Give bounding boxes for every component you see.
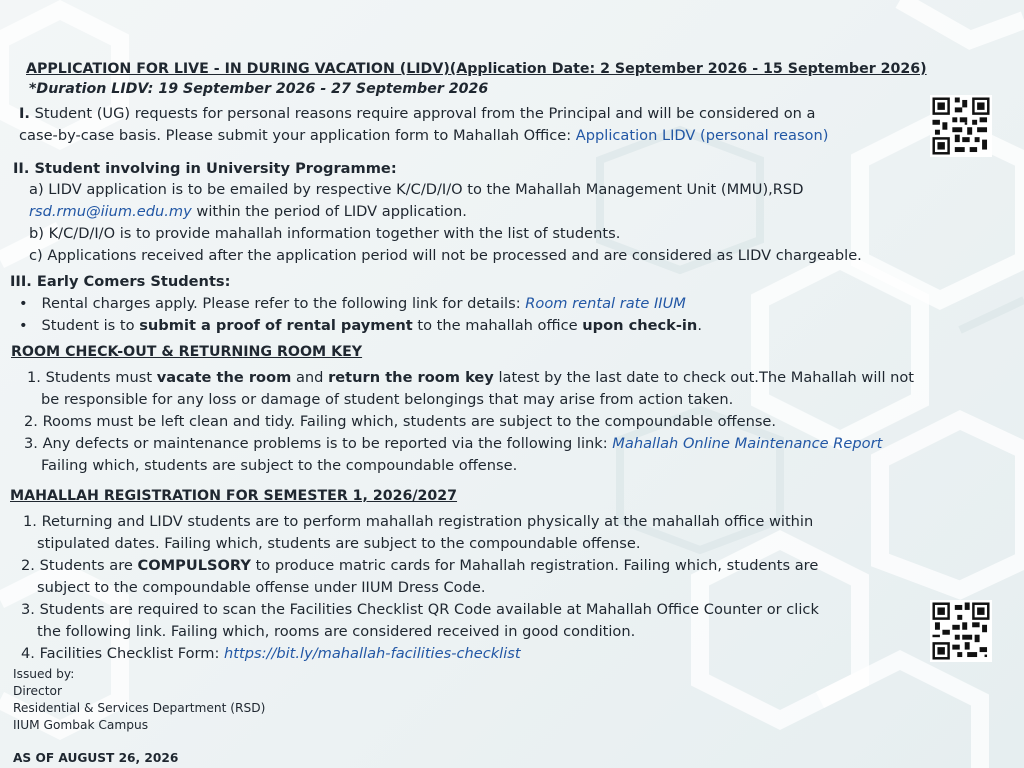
section-3-bullet-1-text: Rental charges apply. Please refer to the following link for details:: [41, 295, 521, 312]
registration-item-4-number: 4.: [21, 645, 35, 662]
section-1-text: Student (UG) requests for personal reasons require approval from the Principal and will be considered on a: [34, 105, 816, 122]
registration-item-4-text: Facilities Checklist Form:: [39, 645, 220, 662]
checkout-item-1-line-2: be responsible for any loss or damage of student belongings that may arise from action taken.: [41, 391, 734, 408]
issued-by-label: Issued by:: [13, 667, 75, 681]
issuer-department: Residential & Services Department (RSD): [13, 701, 266, 715]
section-3-heading: III. Early Comers Students:: [10, 273, 231, 290]
registration-item-2-line-2: subject to the compoundable offense under IIUM Dress Code.: [37, 579, 486, 596]
section-1-number: I.: [19, 105, 30, 122]
as-of-date: AS OF AUGUST 26, 2026: [13, 751, 179, 765]
section-3-bullet-2-emphasis: submit a proof of rental payment: [139, 317, 413, 334]
checkout-item-2-text: Rooms must be left clean and tidy. Failing which, students are subject to the compoundable offense.: [42, 413, 777, 430]
registration-item-4: [21, 645, 521, 663]
section-3-bullet-2: [19, 317, 702, 335]
section-3-title: Early Comers Students:: [36, 273, 231, 290]
registration-item-1-text: Returning and LIDV students are to perform mahallah registration physically at the mahallah office within: [41, 513, 814, 530]
checkout-item-1-emphasis-2: return the room key: [328, 369, 494, 386]
registration-item-3-text: Students are required to scan the Facilities Checklist QR Code available at Mahallah Office Counter or click: [39, 601, 819, 618]
section-3-bullet-1: [19, 295, 686, 313]
bullet-icon: •: [19, 295, 37, 312]
section-1-line-2: [19, 127, 828, 145]
registration-heading: MAHALLAH REGISTRATION FOR SEMESTER 1, 2026/2027: [10, 488, 458, 504]
checkout-item-3-text: Any defects or maintenance problems is to be reported via the following link:: [42, 435, 608, 452]
registration-item-3-number: 3.: [21, 601, 35, 618]
section-2-item-c: c) Applications received after the application period will not be processed and are considered as LIDV chargeable.: [29, 247, 862, 264]
checkout-item-3-line-2: Failing which, students are subject to the compoundable offense.: [41, 457, 518, 474]
facilities-checklist-link[interactable]: https://bit.ly/mahallah-facilities-checklist: [224, 645, 521, 662]
checkout-item-2-number: 2.: [24, 413, 38, 430]
section-1-line-1: [19, 105, 815, 123]
registration-item-1-line-2: stipulated dates. Failing which, students are subject to the compoundable offense.: [37, 535, 641, 552]
checkout-item-3: [24, 435, 882, 453]
checkout-item-1-text-2: and: [295, 369, 324, 386]
checkout-item-1-text-3: latest by the last date to check out.The Mahallah will not: [498, 369, 915, 386]
bullet-icon: •: [19, 317, 37, 334]
issuer-campus: IIUM Gombak Campus: [13, 718, 149, 732]
checkout-heading: ROOM CHECK-OUT & RETURNING ROOM KEY: [11, 344, 363, 360]
registration-item-2-text-2: to produce matric cards for Mahallah registration. Failing which, students are: [255, 557, 819, 574]
section-3-bullet-2-period: .: [697, 317, 702, 334]
checkout-item-2: [24, 413, 776, 431]
room-rental-rate-link[interactable]: Room rental rate IIUM: [525, 295, 686, 312]
checkout-item-1-emphasis: vacate the room: [156, 369, 292, 386]
section-2-item-a: a) LIDV application is to be emailed by respective K/C/D/I/O to the Mahallah Management Unit (MMU),RSD: [29, 181, 804, 198]
checkout-item-1-text: Students must: [45, 369, 153, 386]
section-2-item-a-text: within the period of LIDV application.: [196, 203, 467, 220]
application-lidv-qr-code-icon[interactable]: [930, 95, 992, 157]
registration-item-2: [21, 557, 818, 575]
registration-item-1: [23, 513, 813, 531]
section-1-text-2: case-by-case basis. Please submit your application form to Mahallah Office:: [19, 127, 572, 144]
checkout-item-1-number: 1.: [27, 369, 41, 386]
registration-item-2-number: 2.: [21, 557, 35, 574]
registration-item-2-emphasis: COMPULSORY: [137, 557, 251, 574]
section-3-bullet-2-emphasis-2: upon check-in: [582, 317, 698, 334]
duration-note: *Duration LIDV: 19 September 2026 - 27 September 2026: [29, 81, 489, 97]
section-3-number: III: [10, 273, 27, 290]
checkout-item-1: [27, 369, 914, 387]
application-lidv-link[interactable]: Application LIDV (personal reason): [575, 127, 829, 144]
section-2-heading: II. Student involving in University Programme:: [13, 160, 397, 177]
section-3-bullet-2-text-2: to the mahallah office: [417, 317, 578, 334]
facilities-checklist-qr-code-icon[interactable]: [930, 600, 992, 662]
registration-item-2-text: Students are: [39, 557, 133, 574]
section-2-item-a-line-2: [29, 203, 467, 221]
rsd-email-link[interactable]: rsd.rmu@iium.edu.my: [29, 203, 192, 220]
issuer-title: Director: [13, 684, 62, 698]
registration-item-1-number: 1.: [23, 513, 37, 530]
section-3-bullet-2-text: Student is to: [41, 317, 135, 334]
registration-item-3: [21, 601, 819, 619]
section-2-item-b: b) K/C/D/I/O is to provide mahallah information together with the list of students.: [29, 225, 621, 242]
maintenance-report-link[interactable]: Mahallah Online Maintenance Report: [612, 435, 883, 452]
registration-item-3-line-2: the following link. Failing which, rooms are considered received in good condition.: [37, 623, 636, 640]
document-title: APPLICATION FOR LIVE - IN DURING VACATION (LIDV)(Application Date: 2 September 2026 - 15 September 2026): [26, 61, 927, 77]
checkout-item-3-number: 3.: [24, 435, 38, 452]
